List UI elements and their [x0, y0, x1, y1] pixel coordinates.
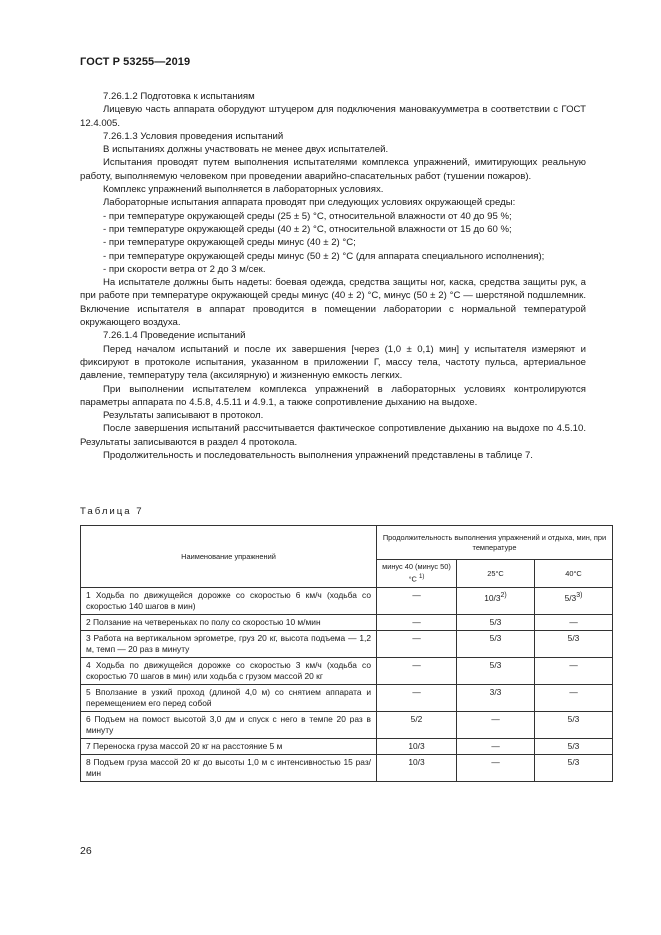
table-row	[81, 685, 613, 712]
paragraph: Результаты записывают в протокол.	[103, 410, 264, 422]
cell-25: 3/3	[457, 685, 535, 712]
cell-25: —	[457, 755, 535, 782]
paragraph: В испытаниях должны участвовать не менее двух испытателей.	[103, 144, 389, 156]
paragraph: При выполнении испытателем комплекса упражнений в лабораторных условиях контролируются параметры аппарата по 4.5.8, 4.5.11 и 4.9.1, а также сопротивление дыханию на выдохе.	[80, 383, 586, 408]
paragraph: 7.26.1.4 Проведение испытаний	[103, 330, 246, 342]
cell-minus40: —	[377, 588, 457, 615]
cell-value: 10/3	[484, 592, 501, 603]
column-header-25: 25°С	[457, 560, 535, 588]
list-item: - при скорости ветра от 2 до 3 м/сек.	[103, 263, 266, 275]
cell-40: 5/3	[535, 755, 613, 782]
exercise-name: 5 Вползание в узкий проход (длиной 4,0 м) со снятием аппарата и перемещением его перед собой	[81, 685, 377, 712]
footnote-mark: 1)	[418, 573, 425, 581]
document-header: ГОСТ Р 53255—2019	[80, 56, 191, 68]
cell-25	[457, 588, 535, 615]
cell-40: 5/3	[535, 631, 613, 658]
table-row	[81, 739, 613, 755]
paragraph: Испытания проводят путем выполнения испытателями комплекса упражнений, имитирующих реальную работу, выполняемую человеком при проведении аварийно-спасательных работ (тушении пожаров).	[80, 157, 586, 182]
exercise-name: 4 Ходьба по движущейся дорожке со скоростью 3 км/ч (ходьба со скоростью 70 шагов в мин) или ходьба с грузом массой 20 кг	[81, 658, 377, 685]
cell-40: —	[535, 685, 613, 712]
paragraph: Перед началом испытаний и после их завершения [через (1,0 ± 0,1) мин] у испытателя измеряют и фиксируют в протоколе испытания, указанном в приложении Г, массу тела, частоту пульса, артериальное давление, температуру тела (аксилярную) и жизненную емкость легких.	[80, 343, 586, 382]
exercise-name: 7 Переноска груза массой 20 кг на расстояние 5 м	[81, 739, 377, 755]
cell-25: 5/3	[457, 615, 535, 631]
cell-40: —	[535, 658, 613, 685]
column-header-group: Продолжительность выполнения упражнений и отдыха, мин, при температуре	[377, 526, 613, 560]
table-row	[81, 588, 613, 615]
table-row	[81, 615, 613, 631]
list-item: - при температуре окружающей среды минус (40 ± 2) °С;	[103, 237, 356, 249]
cell-value: 5/3	[564, 592, 577, 603]
cell-25: —	[457, 739, 535, 755]
cell-minus40: 10/3	[377, 739, 457, 755]
cell-40	[535, 588, 613, 615]
column-header-minus40	[377, 560, 457, 588]
paragraph: Лабораторные испытания аппарата проводят при следующих условиях окружающей среды:	[103, 197, 516, 209]
table-row	[81, 755, 613, 782]
paragraph: 7.26.1.3 Условия проведения испытаний	[103, 130, 284, 142]
list-item: - при температуре окружающей среды (40 ± 2) °С, относительной влажности от 15 до 60 %;	[103, 223, 512, 235]
cell-minus40: —	[377, 685, 457, 712]
paragraph: После завершения испытаний рассчитывается фактическое сопротивление дыханию на выдохе по 4.5.10. Результаты записываются в раздел 4 протокола.	[80, 423, 586, 448]
footnote-mark: 2)	[500, 592, 507, 599]
cell-40: 5/3	[535, 739, 613, 755]
table-label: Таблица 7	[80, 506, 144, 517]
paragraph: Продолжительность и последовательность выполнения упражнений представлены в таблице 7.	[103, 450, 533, 462]
cell-minus40: —	[377, 658, 457, 685]
cell-minus40: —	[377, 615, 457, 631]
table-row	[81, 712, 613, 739]
exercise-name: 3 Работа на вертикальном эргометре, груз 20 кг, высота подъема — 1,2 м, темп — 20 раз в минуту	[81, 631, 377, 658]
column-header-40: 40°С	[535, 560, 613, 588]
cell-minus40: 5/2	[377, 712, 457, 739]
page-number: 26	[80, 845, 92, 857]
paragraph: 7.26.1.2 Подготовка к испытаниям	[103, 91, 255, 102]
exercise-name: 8 Подъем груза массой 20 кг до высоты 1,0 м с интенсивностью 15 раз/мин	[81, 755, 377, 782]
cell-40: 5/3	[535, 712, 613, 739]
cell-25: 5/3	[457, 658, 535, 685]
exercise-table	[80, 525, 613, 782]
cell-25: 5/3	[457, 631, 535, 658]
paragraph: На испытателе должны быть надеты: боевая одежда, средства защиты ног, каска, средства защиты рук, а при работе при температуре окружающей среды минус (40 ± 2) °С, минус (50 ± 2) °С — шерстяной подшлемник. Включение испытателя в аппарат проводится в помещении лаборатории с нормальной температурой окружающего воздуха.	[80, 277, 586, 329]
paragraph: Комплекс упражнений выполняется в лабораторных условиях.	[103, 184, 384, 196]
list-item: - при температуре окружающей среды (25 ± 5) °С, относительной влажности от 40 до 95 %;	[103, 210, 512, 222]
table-row	[81, 658, 613, 685]
cell-minus40: 10/3	[377, 755, 457, 782]
column-header-name: Наименование упражнений	[81, 526, 377, 588]
footnote-mark: 3)	[576, 592, 583, 599]
list-item: - при температуре окружающей среды минус (50 ± 2) °С (для аппарата специального исполнения);	[103, 250, 545, 262]
exercise-name: 1 Ходьба по движущейся дорожке со скоростью 6 км/ч (ходьба со скоростью 140 шагов в мин)	[81, 588, 377, 615]
header-text: минус 40 (минус 50) °С	[382, 562, 451, 584]
cell-40: —	[535, 615, 613, 631]
cell-minus40: —	[377, 631, 457, 658]
paragraph: Лицевую часть аппарата оборудуют штуцером для подключения мановакуумметра в соответствии с ГОСТ 12.4.005.	[80, 104, 586, 129]
body-text	[80, 90, 586, 462]
cell-25: —	[457, 712, 535, 739]
table-row	[81, 631, 613, 658]
exercise-name: 6 Подъем на помост высотой 3,0 дм и спуск с него в темпе 20 раз в минуту	[81, 712, 377, 739]
exercise-name: 2 Ползание на четвереньках по полу со скоростью 10 м/мин	[81, 615, 377, 631]
